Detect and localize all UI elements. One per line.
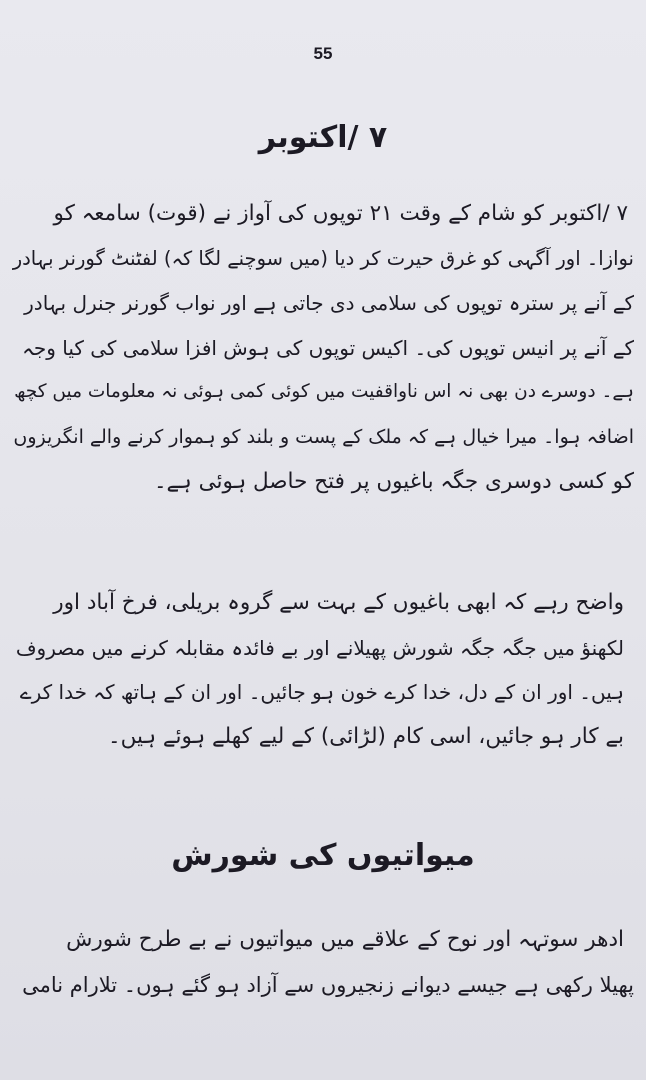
section-heading-october-7: ۷ /اکتوبر — [258, 120, 388, 155]
text-line: کو کسی دوسری جگہ باغیوں پر فتح حاصل ہوئی ہے۔ — [153, 468, 634, 494]
text-line: لکھنؤ میں جگہ جگہ شورش پھیلانے اور بے فائدہ مقابلہ کرنے میں مصروف — [15, 635, 624, 660]
text-line: ۷ /اکتوبر کو شام کے وقت ۲۱ توپوں کی آواز نے (قوت) سامعہ کو — [53, 201, 628, 226]
text-line: اضافہ ہوا۔ میرا خیال ہے کہ ملک کے پست و بلند کو ہموار کرنے والے انگریزوں — [13, 425, 634, 448]
text-line: ہیں۔ اور ان کے دل، خدا کرے خون ہو جائیں۔ اور ان کے ہاتھ کہ خدا کرے — [19, 680, 624, 705]
paragraph-mewati-uprising — [22, 918, 634, 1007]
paragraph-rebel-groups — [12, 581, 624, 759]
text-line: ادھر سوتہہ اور نوح کے علاقے میں میواتیوں نے بے طرح شورش — [66, 927, 624, 952]
section-heading-mewati-uprising: میواتیوں کی شورش — [171, 838, 475, 873]
text-line: واضح رہے کہ ابھی باغیوں کے بہت سے گروہ بریلی، فرخ آباد اور — [53, 590, 624, 615]
text-line: پھیلا رکھی ہے جیسے دیوانے زنجیروں سے آزاد ہو گئے ہوں۔ تلارام نامی — [22, 972, 634, 997]
text-line: بے کار ہو جائیں، اسی کام (لڑائی) کے لیے کھلے ہوئے ہیں۔ — [108, 723, 624, 749]
paragraph-cannon-salute — [12, 192, 634, 504]
page-number: 55 — [313, 44, 333, 63]
text-line: کے آنے پر انیس توپوں کی۔ اکیس توپوں کی ہوش افزا سلامی کی کیا وجہ — [22, 335, 634, 360]
text-line: ہے۔ دوسرے دن بھی نہ اس ناواقفیت میں کوئی کمی ہوئی نہ معلومات میں کچھ — [14, 381, 634, 403]
text-line: کے آنے پر سترہ توپوں کی سلامی دی جاتی ہے اور نواب گورنر جنرل بہادر — [24, 291, 634, 316]
text-line: نوازا۔ اور آگہی کو غرق حیرت کر دیا (میں سوچنے لگا کہ) لفٹنٹ گورنر بہادر — [12, 246, 634, 270]
